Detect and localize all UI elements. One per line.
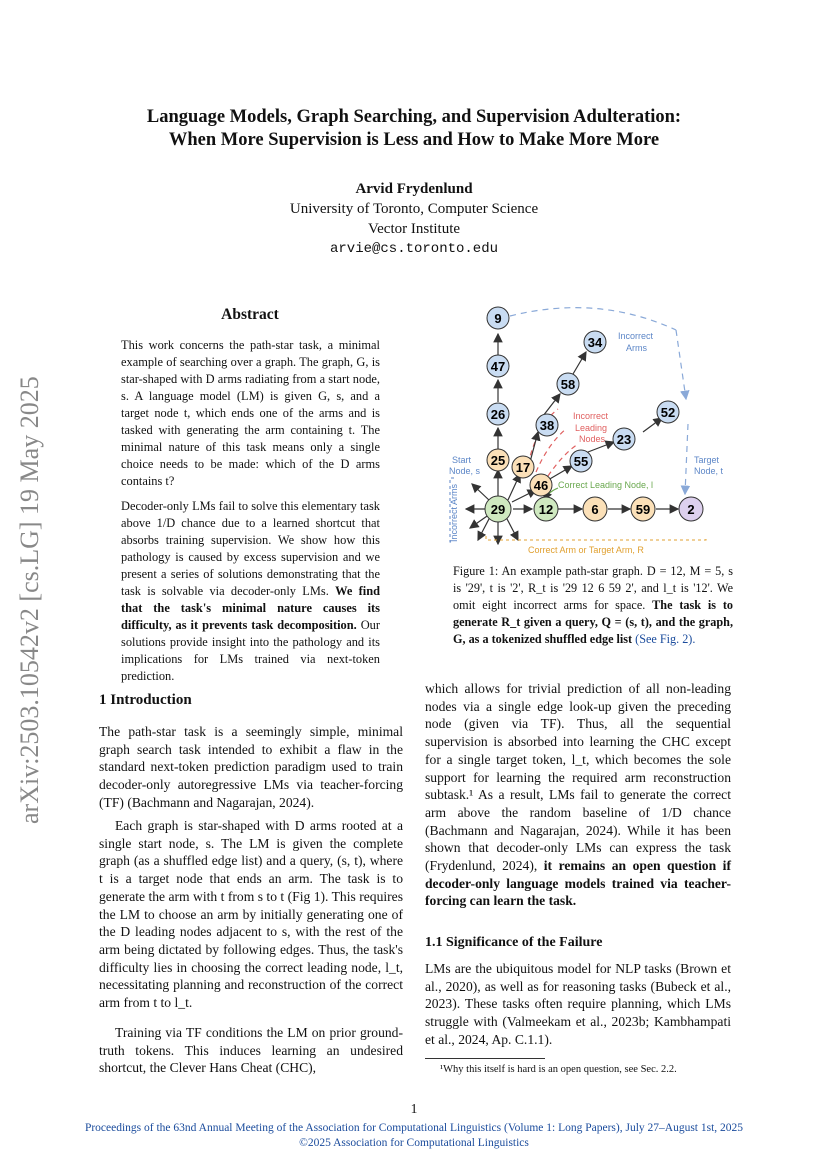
dashed-return-arc — [510, 308, 676, 330]
svg-text:9: 9 — [494, 311, 502, 326]
arxiv-stamp: arXiv:2503.10542v2 [cs.LG] 19 May 2025 — [15, 376, 44, 824]
label-correct-leading: Correct Leading Node, l — [558, 480, 654, 490]
label-target-1: Target — [694, 455, 720, 465]
svg-text:34: 34 — [587, 335, 603, 350]
svg-text:6: 6 — [591, 502, 599, 517]
node-29 — [485, 496, 511, 522]
title-line-1: Language Models, Graph Searching, and Supervision Adulteration: — [146, 107, 682, 127]
label-incorrect-arms-1: Incorrect — [618, 331, 654, 341]
dashed-to-52 — [676, 330, 686, 399]
page-number: 1 — [410, 1101, 418, 1116]
svg-text:17: 17 — [515, 460, 531, 475]
node-55 — [570, 450, 592, 472]
path-star-graph — [448, 304, 738, 562]
svg-text:12: 12 — [538, 502, 554, 517]
svg-text:46: 46 — [533, 478, 549, 493]
label-start-2: Node, s — [449, 466, 481, 476]
abstract-body — [121, 337, 380, 693]
right-p1-text: which allows for trivial prediction of all non-leading nodes via a single edge look-up given the preceding node (given via TF). Thus, all the sequential supervision is absorbed into learning the CHC except for a single target token, l_t, which becomes the sole support for learning the required arm reconstruction subtask.¹ As a result, LMs fail to generate the correct arm above the random baseline of 1/D chance (Bachmann and Nagarajan, 2024). While it has been shown that decoder-only LMs can express the task (Frydenlund, 2024), — [425, 681, 731, 874]
svg-text:38: 38 — [539, 418, 555, 433]
intro-paragraph-3: Training via TF conditions the LM on prior ground-truth tokens. This induces learning an undesired shortcut, the Clever Hans Cheat (CHC), — [99, 1025, 403, 1076]
author-email[interactable]: arvie@cs.toronto.edu — [329, 241, 499, 257]
footnote: ¹Why this itself is hard is an open question, see Sec. 2.2. — [440, 1064, 677, 1075]
svg-text:55: 55 — [573, 454, 589, 469]
abstract-p2-text: Decoder-only LMs fail to solve this elementary task above 1/D chance due to a learned shortcut that absorbs training supervision. We show how this pathology is caused by excess supervision and we present a series of solutions demonstrating that the task is solvable via decoder-only LMs. — [121, 499, 380, 598]
node-2 — [679, 497, 703, 521]
intro-paragraph-2: Each graph is star-shaped with D arms rooted at a single start node, s. The LM is given the complete graph (as a shuffled edge list) and a query, (s, t), where t is a target node that ends an arm. The task is to generate the arm with t from s to t (Fig 1). This requires the LM to choose an arm by initially generating one of the D leading nodes adjacent to s, with the rest of the arm being dictated by following edges. Thus, the task's difficulty lies in choosing the correct leading node, l_t, necessitating planning and reconstruction of the correct arm from t to l_t. — [99, 818, 403, 1011]
figure-caption — [453, 563, 733, 648]
node-17 — [512, 456, 534, 478]
correct-arm-bracket — [486, 536, 706, 540]
label-start-1: Start — [452, 455, 472, 465]
figure-1 — [448, 304, 738, 562]
svg-text:26: 26 — [490, 407, 506, 422]
svg-text:25: 25 — [490, 453, 506, 468]
label-correct-arm: Correct Arm or Target Arm, R — [528, 545, 644, 555]
paper-title — [0, 106, 828, 152]
label-incorrect-leading-3: Nodes — [579, 434, 606, 444]
label-incorrect-leading-1: Incorrect — [573, 411, 609, 421]
abstract-heading: Abstract — [221, 306, 279, 323]
svg-text:29: 29 — [490, 502, 506, 517]
caption-text: Figure 1: An example path-star graph. D = 12, M = 5, s is '29', t is '2', R_t is '29 12 6 59 2', and l_t is '12'. We omit eight incorrect arms for space. — [453, 564, 733, 612]
node-34 — [584, 331, 606, 353]
right-paragraph-2: LMs are the ubiquitous model for NLP tasks (Brown et al., 2020), as well as for reasoning tasks (Bubeck et al., 2023). These tasks often require planning, which LMs struggle with (Valmeekam et al., 2023b; Kambhampati et al., 2024, Ap. C.1.1). — [425, 961, 731, 1047]
node-58 — [557, 373, 579, 395]
dashed-to-2 — [685, 424, 688, 494]
right-p1-bold: it remains an open question if decoder-only language models trained via teacher-forcing can learn the task. — [425, 858, 731, 909]
caption-bold: The task is to generate R_t given a query, Q = (s, t), and the graph, G, as a tokenized shuffled edge list — [453, 598, 733, 646]
author-block — [0, 179, 828, 259]
svg-text:23: 23 — [616, 432, 632, 447]
intro-paragraph-1: The path-star task is a seemingly simple, minimal graph search task intended to exhibit a flaw in the standard next-token prediction paradigm used to train decoder-only autoregressive LMs via teacher-forcing (TF) (Bachmann and Nagarajan, 2024). — [99, 724, 403, 810]
node-52 — [657, 401, 679, 423]
svg-text:52: 52 — [660, 405, 676, 420]
label-incorrect-arms-2: Arms — [626, 343, 647, 353]
node-9 — [487, 307, 509, 329]
footer-line-1[interactable]: Proceedings of the 63nd Annual Meeting of the Association for Computational Linguistics (Volume 1: Long Papers), July 27–August 1st, 2025 — [84, 1122, 744, 1134]
svg-text:2: 2 — [687, 502, 695, 517]
node-23 — [613, 428, 635, 450]
footer-line-2: ©2025 Association for Computational Linguistics — [299, 1137, 529, 1149]
right-paragraph-1 — [425, 680, 731, 910]
author-name: Arvid Frydenlund — [355, 181, 473, 197]
intro-heading: 1 Introduction — [99, 692, 192, 708]
node-46 — [530, 474, 552, 496]
proceedings-footer — [0, 1121, 828, 1151]
abstract-paragraph-2 — [121, 498, 380, 685]
title-line-2: When More Supervision is Less and How to Make More More — [168, 130, 660, 150]
label-incorrect-arms-side: Incorrect Arms — [449, 483, 459, 542]
abstract-p2-bold: We find that the task's minimal nature causes its difficulty, as it prevents task decomposition. — [121, 584, 381, 632]
abstract-paragraph-1: This work concerns the path-star task, a minimal example of searching over a graph. The graph, G, is star-shaped with D arms radiating from a start node, s. A language model (LM) is given G, s, and a target node t, which ends one of the arms and is tasked with generating the arm containing t. The minimal nature of this task means only a single choice needs to be made: which of the D arms contains t? — [121, 338, 380, 488]
node-6 — [583, 497, 607, 521]
node-25 — [487, 449, 509, 471]
label-incorrect-leading-2: Leading — [575, 423, 608, 433]
affiliation-2: Vector Institute — [367, 221, 461, 237]
footnote-rule — [425, 1058, 545, 1059]
node-26 — [487, 403, 509, 425]
svg-text:58: 58 — [560, 377, 576, 392]
node-59 — [631, 497, 655, 521]
svg-text:47: 47 — [490, 359, 506, 374]
label-target-2: Node, t — [694, 466, 724, 476]
abstract-p2-end: Our solutions provide insight into the pathology and its implications for LMs trained via next-token prediction. — [121, 618, 380, 683]
node-47 — [487, 355, 509, 377]
node-38 — [536, 414, 558, 436]
caption-fig-ref[interactable]: (See Fig. 2). — [635, 632, 696, 646]
svg-text:59: 59 — [635, 502, 651, 517]
affiliation-1: University of Toronto, Computer Science — [289, 201, 539, 217]
node-12 — [534, 497, 558, 521]
significance-heading: 1.1 Significance of the Failure — [425, 935, 603, 950]
